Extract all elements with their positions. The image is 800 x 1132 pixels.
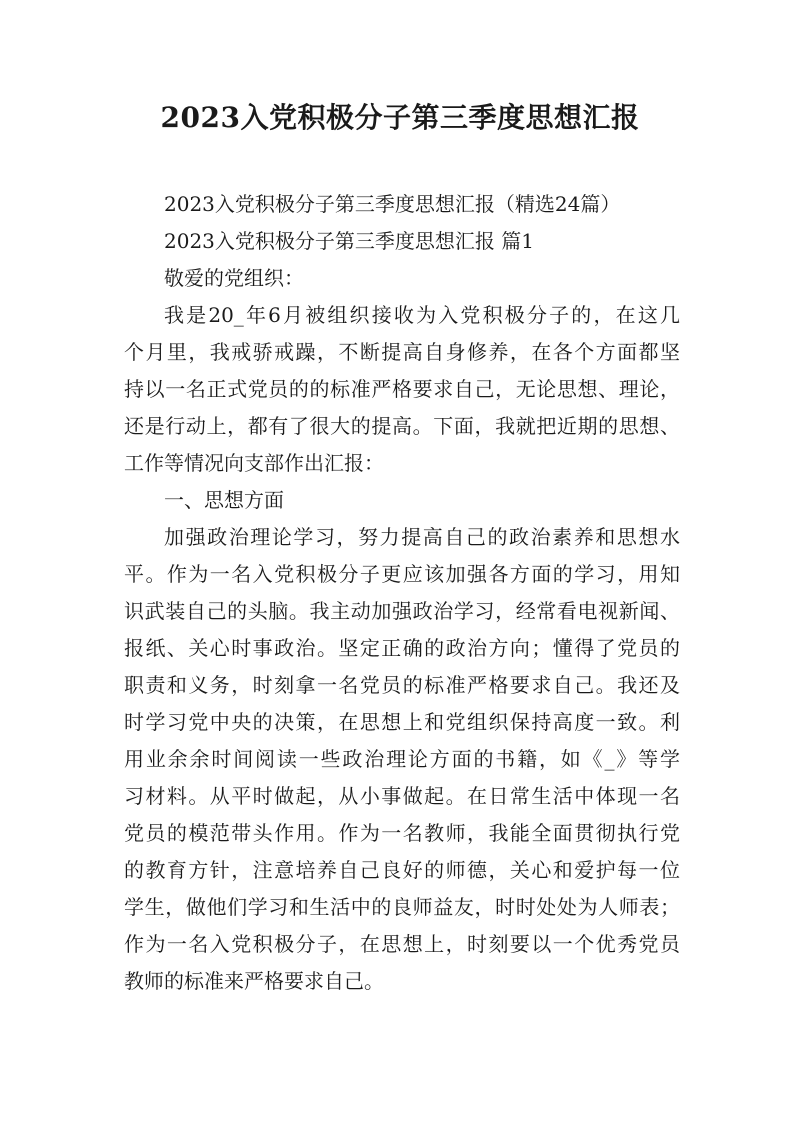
- paragraph-line: 持以一名正式党员的的标准严格要求自己，无论思想、理论，: [124, 377, 680, 401]
- document-body: [124, 186, 680, 1000]
- document-title: 2023入党积极分子第三季度思想汇报: [160, 101, 640, 134]
- salutation: 敬爱的党组织：: [164, 266, 304, 290]
- paragraph-1: [124, 297, 680, 482]
- paragraph-line: 报纸、关心时事政治。坚定正确的政治方向；懂得了党员的: [124, 636, 680, 660]
- paragraph-line: 的教育方针，注意培养自己良好的师德，关心和爱护每一位: [124, 858, 680, 882]
- document-subtitle: 2023入党积极分子第三季度思想汇报（精选24篇）: [164, 192, 621, 216]
- paragraph-line: 还是行动上，都有了很大的提高。下面，我就把近期的思想、: [124, 414, 680, 438]
- paragraph-line: 时学习党中央的决策，在思想上和党组织保持高度一致。利: [124, 710, 680, 734]
- section-heading: 2023入党积极分子第三季度思想汇报 篇1: [164, 229, 534, 253]
- paragraph-line: 职责和义务，时刻拿一名党员的标准严格要求自己。我还及: [124, 673, 680, 697]
- paragraph-line: 用业余余时间阅读一些政治理论方面的书籍，如《_》等学: [124, 747, 680, 771]
- paragraph-line: 习材料。从平时做起，从小事做起。在日常生活中体现一名: [124, 784, 680, 808]
- paragraph-line: 学生，做他们学习和生活中的良师益友，时时处处为人师表；: [124, 895, 680, 919]
- paragraph-line: 加强政治理论学习，努力提高自己的政治素养和思想水: [164, 525, 680, 549]
- paragraph-line: 教师的标准来严格要求自己。: [124, 969, 384, 993]
- paragraph-line: 我是20_年6月被组织接收为入党积极分子的，在这几: [164, 303, 680, 327]
- paragraph-line: 党员的模范带头作用。作为一名教师，我能全面贯彻执行党: [124, 821, 680, 845]
- paragraph-line: 个月里，我戒骄戒躁，不断提高自身修养，在各个方面都坚: [124, 340, 680, 364]
- paragraph-line: 工作等情况向支部作出汇报：: [124, 451, 384, 475]
- heading-thought: 一、思想方面: [164, 488, 284, 512]
- paragraph-line: 识武装自己的头脑。我主动加强政治学习，经常看电视新闻、: [124, 599, 680, 623]
- paragraph-2: [124, 519, 680, 1000]
- paragraph-line: 作为一名入党积极分子，在思想上，时刻要以一个优秀党员: [124, 932, 680, 956]
- paragraph-line: 平。作为一名入党积极分子更应该加强各方面的学习，用知: [124, 562, 680, 586]
